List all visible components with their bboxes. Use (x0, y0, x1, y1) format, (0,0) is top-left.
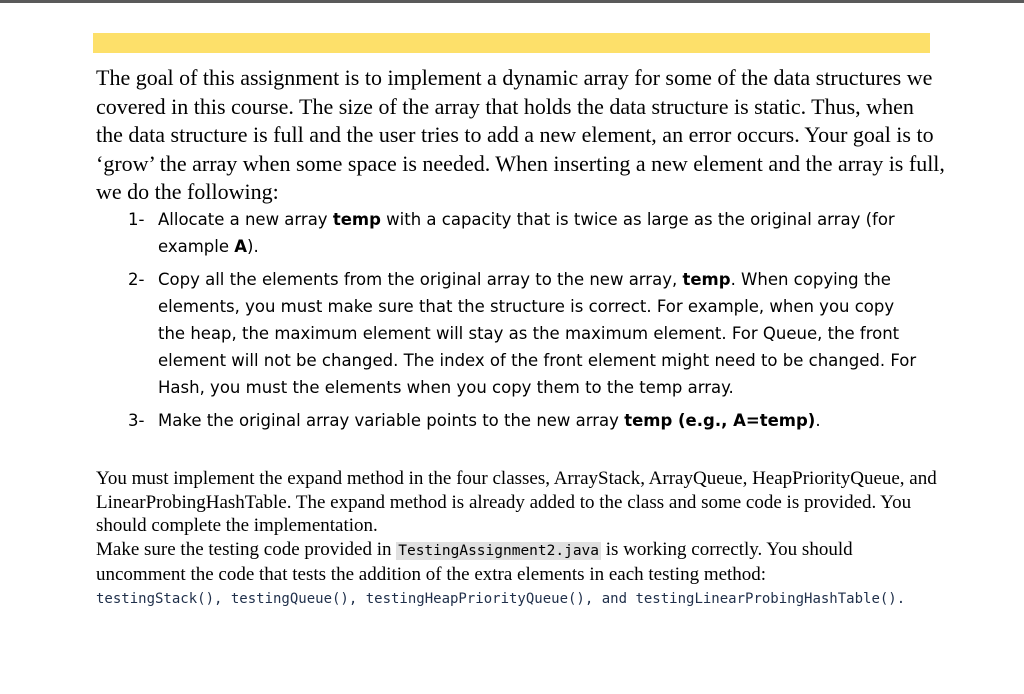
top-border (0, 0, 1024, 3)
step-bold: A (234, 237, 248, 256)
list-item (96, 407, 926, 434)
step-bold: temp (682, 270, 731, 289)
implementation-text: You must implement the expand method in the four classes, ArrayStack, ArrayQueue, HeapPriorityQueue, and LinearProbingHashTable. The expand method is already added to the class and some code is provided. You should complete the implementation. (96, 468, 937, 536)
step-text: with a capacity that is twice as large as the original array (for example (158, 210, 895, 256)
step-text: Allocate a new array (158, 210, 333, 229)
list-item (96, 266, 926, 401)
testing-text: Make sure the testing code provided in (96, 538, 397, 560)
testing-text: is working correctly. You should uncomment the code that tests the addition of the extra elements in each testing method: (96, 538, 853, 585)
step-text: . When copying the elements, you must make sure that the structure is correct. For example, when you copy the heap, the maximum element will stay as the maximum element. For Queue, the front element will not be changed. The index of the front element might need to be changed. For Hash, you must the elements when you copy them to the temp array. (158, 270, 917, 397)
step-number: 3- (128, 411, 145, 430)
step-number: 1- (128, 210, 145, 229)
step-text: Make the original array variable points to the new array (158, 411, 625, 430)
step-bold: temp (e.g., A=temp) (624, 411, 816, 430)
testing-methods-code: testingStack(), testingQueue(), testingHeapPriorityQueue(), and testingLinearProbingHashTable(). (96, 591, 906, 607)
step-bold: temp (332, 210, 381, 229)
testing-filename: TestingAssignment2.java (398, 542, 600, 559)
list-item (96, 206, 926, 260)
step-text: ). (247, 237, 259, 256)
intro-paragraph: The goal of this assignment is to implement a dynamic array for some of the data structures we covered in this course. The size of the array that holds the data structure is static. Thus, when the data structure is full and the user tries to add a new element, an error occurs. Your goal is to ‘grow’ the array when some space is needed. When inserting a new element and the array is full, we do the following: (96, 65, 945, 204)
step-text: . (815, 411, 821, 430)
highlight-bar (93, 33, 930, 53)
step-text: Copy all the elements from the original array to the new array, (158, 270, 683, 289)
steps-list (96, 206, 926, 440)
step-number: 2- (128, 270, 145, 289)
implementation-paragraph (96, 467, 946, 587)
